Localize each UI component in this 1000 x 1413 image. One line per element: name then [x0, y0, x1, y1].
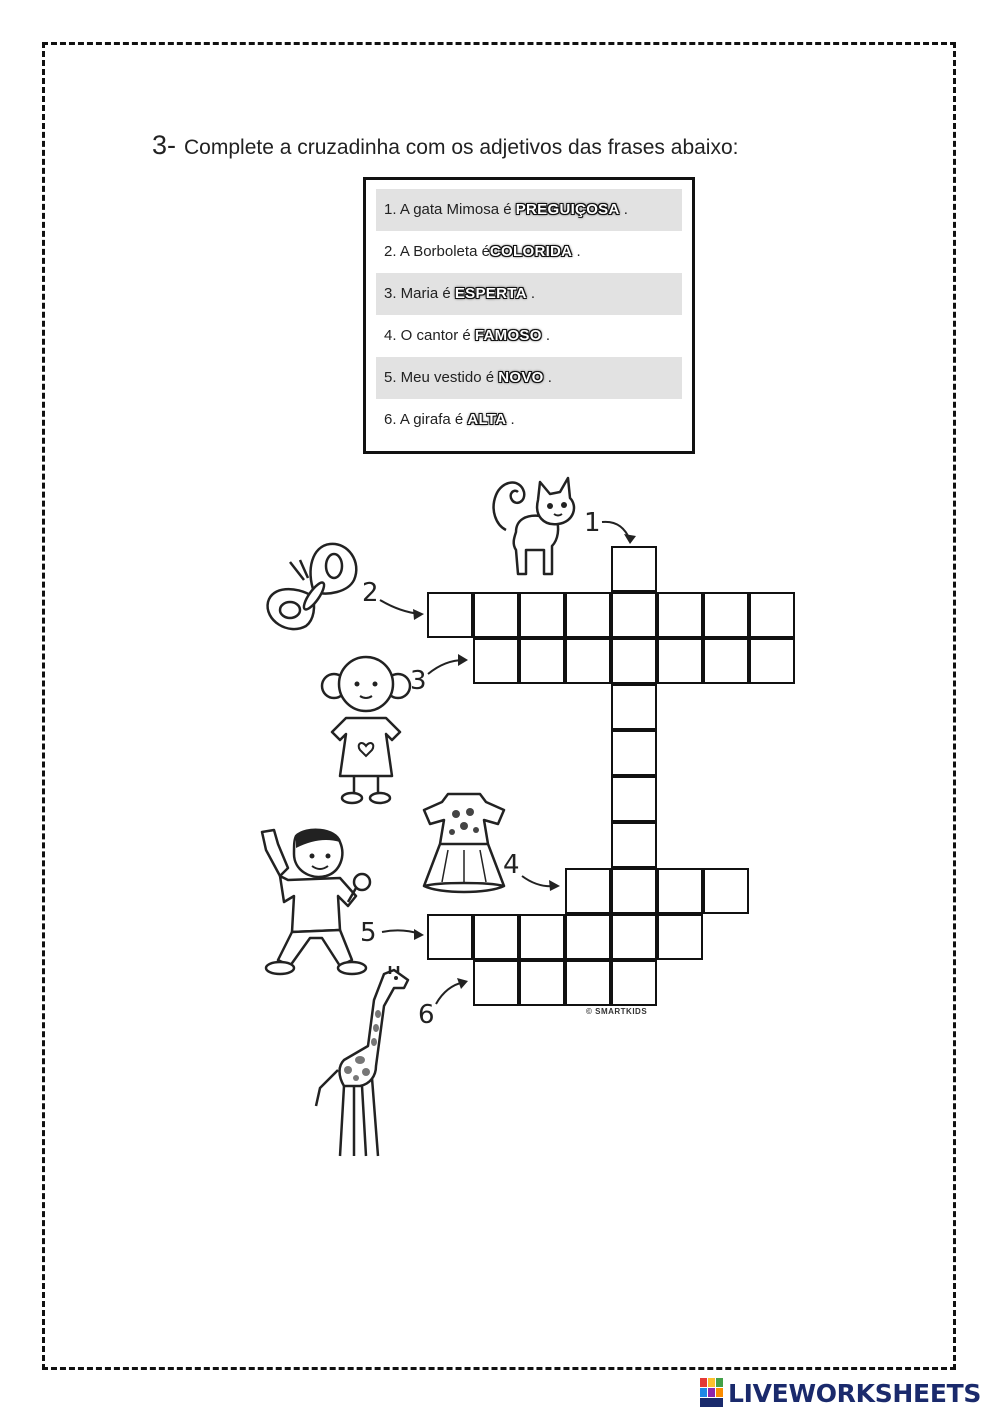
answer-word: COLORIDA: [489, 243, 573, 260]
sentence-text: 1. A gata Mimosa é: [384, 201, 516, 218]
clue-number-6: 6: [418, 1000, 435, 1030]
dress-icon: [418, 790, 510, 898]
credit-text: © SMARTKIDS: [586, 1007, 648, 1016]
giraffe-icon: [304, 966, 418, 1162]
answer-word: NOVO: [498, 369, 544, 386]
sentence-end: .: [619, 201, 628, 218]
answer-word: FAMOSO: [474, 327, 542, 344]
sentence-text: 6. A girafa é: [384, 411, 468, 428]
sentence-end: .: [543, 369, 552, 386]
sentence-end: .: [572, 243, 581, 260]
sentence-end: .: [506, 411, 515, 428]
sentence-text: 2. A Borboleta é: [384, 243, 490, 260]
sentence-end: .: [541, 327, 551, 344]
brand-name: LIVEWORKSHEETS: [728, 1378, 982, 1408]
clue-number-1: 1: [584, 508, 601, 538]
sentence-end: .: [526, 285, 536, 302]
clue-number-3: 3: [410, 666, 427, 696]
singer-icon: [256, 826, 384, 978]
clue-number-5: 5: [360, 918, 377, 948]
clue-number-2: 2: [362, 578, 379, 608]
arrow-icon: [602, 522, 630, 540]
answer-word: ESPERTA: [454, 285, 527, 302]
girl-icon: [318, 648, 414, 806]
butterfly-icon: [262, 540, 367, 640]
brand-logo: [700, 1375, 981, 1411]
sentence-text: 5. Meu vestido é: [384, 369, 499, 386]
sentence-text: 3. Maria é: [384, 285, 455, 302]
exercise-instructions: Complete a cruzadinha com os adjetivos das frases abaixo:: [184, 136, 739, 159]
brand-badge-icon: [700, 1378, 724, 1408]
clue-number-4: 4: [503, 850, 520, 880]
answer-word: PREGUIÇOSA: [515, 201, 620, 218]
exercise-number: 3-: [152, 130, 177, 160]
answer-word: ALTA: [467, 411, 507, 428]
cat-icon: [486, 470, 586, 582]
sentence-text: 4. O cantor é: [384, 327, 475, 344]
